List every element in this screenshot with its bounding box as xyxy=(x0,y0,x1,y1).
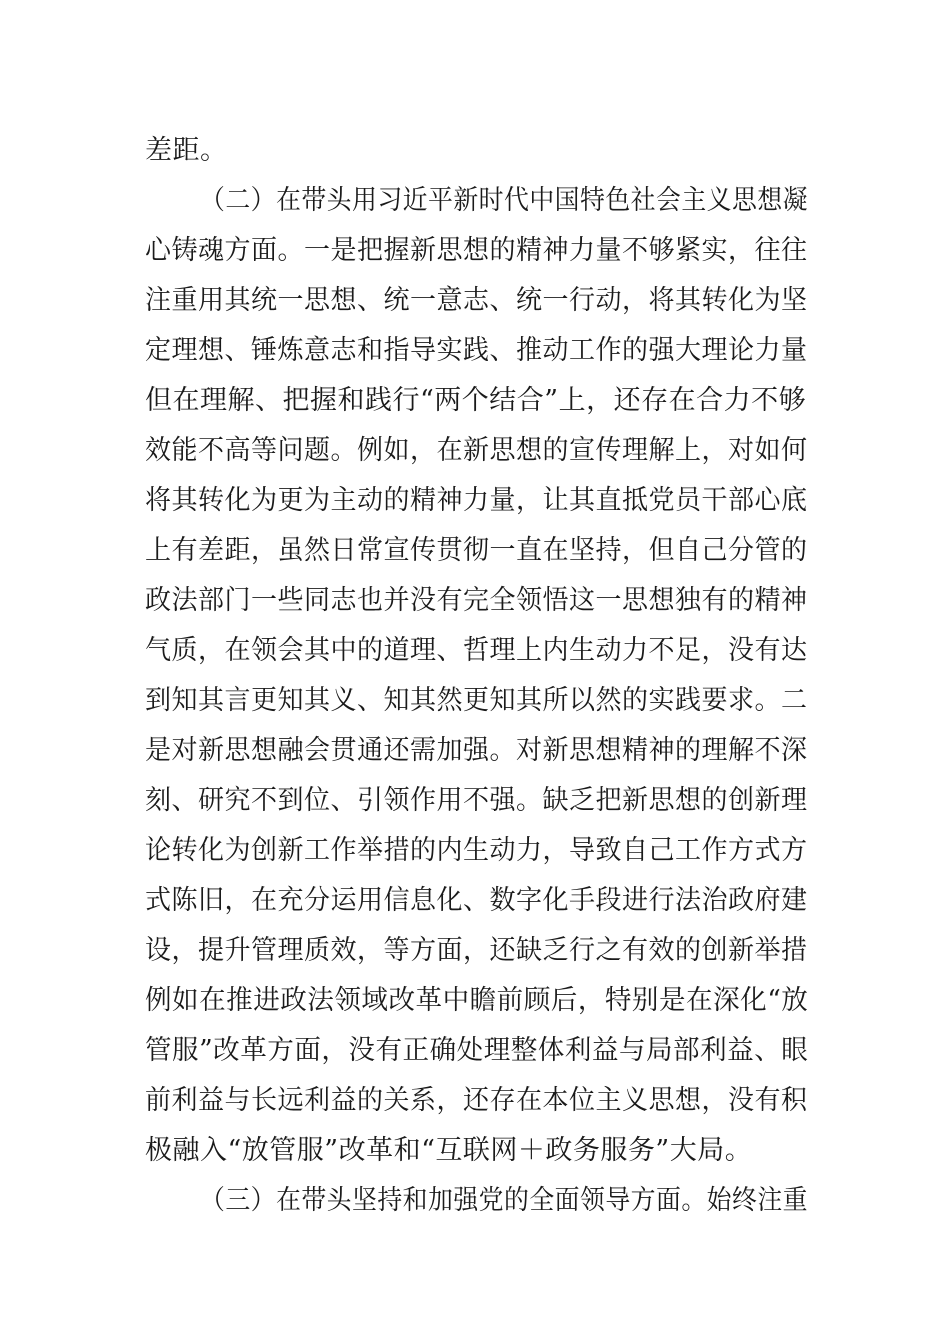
text-line: 上有差距，虽然日常宣传贯彻一直在坚持，但自己分管的 xyxy=(145,535,808,566)
text-line: 政法部门一些同志也并没有完全领悟这一思想独有的精神 xyxy=(145,585,808,616)
text-line: 论转化为创新工作举措的内生动力，导致自己工作方式方 xyxy=(145,835,808,866)
text-line: 极融入“放管服”改革和“互联网＋政务服务”大局。 xyxy=(145,1135,753,1166)
text-line: 管服”改革方面，没有正确处理整体利益与局部利益、眼 xyxy=(145,1035,809,1066)
text-line: 气质，在领会其中的道理、哲理上内生动力不足，没有达 xyxy=(145,635,808,666)
text-line: 但在理解、把握和践行“两个结合”上，还存在合力不够 xyxy=(145,385,807,416)
text-line: 将其转化为更为主动的精神力量，让其直抵党员干部心底 xyxy=(145,485,808,516)
text-line: 例如在推进政法领域改革中瞻前顾后，特别是在深化“放 xyxy=(145,985,809,1016)
section-heading-line: （三）在带头坚持和加强党的全面领导方面。始终注重 xyxy=(200,1185,808,1216)
text-line: 刻、研究不到位、引领作用不强。缺乏把新思想的创新理 xyxy=(145,785,808,816)
text-line: 前利益与长远利益的关系，还存在本位主义思想，没有积 xyxy=(145,1085,808,1116)
text-line: 效能不高等问题。例如，在新思想的宣传理解上，对如何 xyxy=(145,435,808,466)
text-line: 注重用其统一思想、统一意志、统一行动，将其转化为坚 xyxy=(145,285,808,316)
text-line: 心铸魂方面。一是把握新思想的精神力量不够紧实，往往 xyxy=(145,235,808,266)
text-line: 差距。 xyxy=(145,135,228,166)
text-line: 定理想、锤炼意志和指导实践、推动工作的强大理论力量 xyxy=(145,335,808,366)
text-line: 是对新思想融会贯通还需加强。对新思想精神的理解不深 xyxy=(145,735,808,766)
text-line: 式陈旧，在充分运用信息化、数字化手段进行法治政府建 xyxy=(145,885,808,916)
text-line: 设，提升管理质效，等方面，还缺乏行之有效的创新举措 xyxy=(145,935,808,966)
section-heading-line: （二）在带头用习近平新时代中国特色社会主义思想凝 xyxy=(200,185,808,216)
text-line: 到知其言更知其义、知其然更知其所以然的实践要求。二 xyxy=(145,685,808,716)
